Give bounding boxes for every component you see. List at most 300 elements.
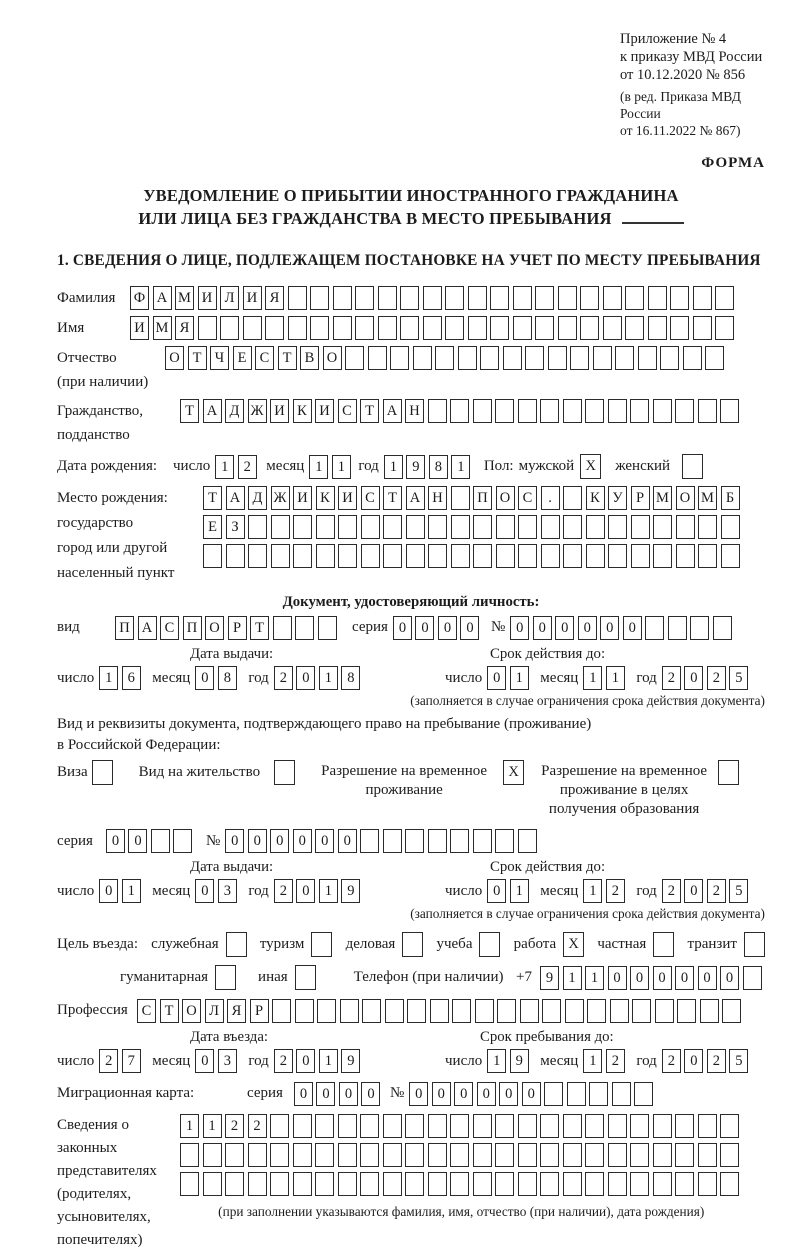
char-box: 2 (274, 666, 293, 690)
representatives-row3 (180, 1172, 743, 1196)
char-box: Е (233, 346, 252, 370)
char-box (495, 1172, 514, 1196)
entry-date-group (57, 1049, 445, 1073)
char-box (698, 515, 717, 539)
char-box (360, 1114, 379, 1138)
identity-doc-heading: Документ, удостоверяющий личность: (282, 594, 540, 610)
identity-dates-row (57, 666, 765, 690)
char-box: 0 (432, 1082, 451, 1106)
char-box: С (160, 616, 179, 640)
char-box (428, 1114, 447, 1138)
char-box: И (270, 399, 289, 423)
char-box: Б (721, 486, 740, 510)
char-box (360, 1172, 379, 1196)
char-box: 0 (522, 1082, 541, 1106)
residence-series-row (57, 829, 765, 853)
char-box: 2 (274, 879, 293, 903)
char-box (634, 1082, 653, 1106)
char-box: 0 (477, 1082, 496, 1106)
doc-number-label: № (490, 619, 506, 635)
purpose-official: служебная (151, 932, 247, 957)
char-box: 0 (487, 879, 506, 903)
char-box (383, 544, 402, 568)
char-box: Т (278, 346, 297, 370)
char-box (497, 999, 516, 1023)
char-box: 0 (294, 1082, 313, 1106)
char-box (451, 515, 470, 539)
char-box (630, 1114, 649, 1138)
char-box: Т (203, 486, 222, 510)
char-box (513, 316, 532, 340)
char-box (490, 286, 509, 310)
char-box (713, 616, 732, 640)
residence-doc-intro1: Вид и реквизиты документа, подтверждающего право на пребывание (проживание) (57, 716, 592, 732)
char-box (225, 1172, 244, 1196)
sex-male-label: мужской (518, 458, 575, 474)
issue-month-boxes (195, 879, 240, 903)
expiry-date-heading: Срок действия до: (490, 646, 606, 662)
char-box (451, 544, 470, 568)
month-label: месяц (266, 458, 305, 474)
char-box (293, 515, 312, 539)
char-box (272, 999, 291, 1023)
char-box: 1 (563, 966, 582, 990)
char-box (570, 346, 589, 370)
char-box (653, 1172, 672, 1196)
day-label: число (445, 1052, 483, 1069)
char-box: 1 (487, 1049, 506, 1073)
char-box: 0 (293, 829, 312, 853)
issue-day-boxes (99, 666, 144, 690)
char-box (653, 515, 672, 539)
temp-permit-label: Разрешение на временное проживание (321, 763, 488, 798)
purpose-humanitarian: гуманитарная (120, 965, 236, 990)
char-box (361, 515, 380, 539)
char-box (428, 1143, 447, 1167)
char-box (676, 544, 695, 568)
char-box: 9 (341, 1049, 360, 1073)
entry-purpose-label: Цель въезда: (57, 936, 138, 952)
doc-series-boxes (393, 616, 483, 640)
representatives-label: представителях (57, 1163, 157, 1179)
entry-purpose-row2 (57, 965, 765, 990)
char-box: К (293, 399, 312, 423)
residence-number-boxes (225, 829, 540, 853)
char-box (705, 346, 724, 370)
given-name-row (57, 316, 765, 341)
char-box: 0 (510, 616, 529, 640)
sex-female-label: женский (615, 458, 671, 474)
char-box: Т (383, 486, 402, 510)
char-box: 1 (583, 666, 602, 690)
char-box (452, 999, 471, 1023)
char-box: 1 (319, 1049, 338, 1073)
char-box: Е (203, 515, 222, 539)
mc-number-label: № (389, 1085, 405, 1101)
char-box (690, 616, 709, 640)
residence-series-boxes (106, 829, 196, 853)
char-box (248, 515, 267, 539)
char-box (338, 515, 357, 539)
char-box: 5 (729, 1049, 748, 1073)
char-box (360, 829, 379, 853)
char-box: С (338, 399, 357, 423)
char-box (518, 515, 537, 539)
char-box (458, 346, 477, 370)
day-label: число (445, 882, 483, 899)
title-underline (622, 210, 684, 224)
char-box (338, 1143, 357, 1167)
char-box (383, 1143, 402, 1167)
char-box: О (676, 486, 695, 510)
char-box (544, 1082, 563, 1106)
char-box (715, 286, 734, 310)
char-box (653, 1143, 672, 1167)
char-box (548, 346, 567, 370)
residence-doc-options (57, 760, 765, 819)
char-box: С (361, 486, 380, 510)
char-box: Т (180, 399, 199, 423)
representatives-row2 (180, 1143, 743, 1167)
char-box: 1 (585, 966, 604, 990)
purpose-other: иная (258, 965, 316, 990)
char-box (540, 399, 559, 423)
year-label: год (636, 669, 657, 686)
char-box: 0 (578, 616, 597, 640)
issue-date-group (57, 879, 445, 903)
form-title-line1: УВЕДОМЛЕНИЕ О ПРИБЫТИИ ИНОСТРАННОГО ГРАЖДАНИНА (143, 186, 679, 205)
char-box (385, 999, 404, 1023)
stay-month-boxes (583, 1049, 628, 1073)
stay-until-heading: Срок пребывания до: (480, 1029, 614, 1045)
char-box (625, 316, 644, 340)
char-box (315, 1143, 334, 1167)
sex-female-checkbox (682, 454, 703, 479)
residence-date-headings (57, 859, 765, 876)
char-box (653, 1114, 672, 1138)
birth-day-boxes (215, 455, 260, 479)
char-box (495, 1114, 514, 1138)
char-box (473, 829, 492, 853)
char-box: Ж (271, 486, 290, 510)
issue-date-heading: Дата выдачи: (190, 859, 274, 875)
char-box (587, 999, 606, 1023)
char-box: 1 (384, 455, 403, 479)
char-box: 0 (499, 1082, 518, 1106)
revision-line: (в ред. Приказа МВД России (620, 89, 741, 121)
representatives-label: Сведения о (57, 1117, 129, 1133)
char-box (693, 316, 712, 340)
char-box (625, 286, 644, 310)
char-box (580, 316, 599, 340)
char-box (563, 544, 582, 568)
char-box (362, 999, 381, 1023)
char-box (563, 515, 582, 539)
char-box (293, 544, 312, 568)
char-box (340, 999, 359, 1023)
char-box (310, 286, 329, 310)
char-box (698, 399, 717, 423)
char-box (450, 829, 469, 853)
issue-date-heading: Дата выдачи: (190, 646, 274, 662)
char-box: 0 (623, 616, 642, 640)
char-box: 1 (583, 879, 602, 903)
representatives-label: (родителях, (57, 1186, 132, 1202)
char-box: М (175, 286, 194, 310)
char-box: М (698, 486, 717, 510)
char-box (565, 999, 584, 1023)
char-box: 0 (653, 966, 672, 990)
edu-permit-label: Разрешение на временное проживание в целях получения образования (541, 763, 708, 817)
year-label: год (248, 669, 269, 686)
char-box (698, 1114, 717, 1138)
char-box: Ж (248, 399, 267, 423)
char-box (558, 286, 577, 310)
char-box (378, 286, 397, 310)
char-box: П (473, 486, 492, 510)
char-box: 1 (510, 666, 529, 690)
char-box (518, 399, 537, 423)
char-box: 1 (203, 1114, 222, 1138)
char-box (585, 1114, 604, 1138)
year-label: год (248, 882, 269, 899)
residence-doc-footnote: (заполняется в случае ограничения срока действия документа) (410, 906, 765, 921)
char-box: 0 (600, 616, 619, 640)
char-box (383, 1114, 402, 1138)
char-box (473, 1114, 492, 1138)
char-box (288, 286, 307, 310)
char-box: 0 (195, 1049, 214, 1073)
purpose-business-checkbox (402, 932, 423, 957)
char-box (693, 286, 712, 310)
char-box (151, 829, 170, 853)
char-box: Т (360, 399, 379, 423)
birth-place-label: государство (57, 515, 134, 531)
char-box (428, 829, 447, 853)
char-box: 7 (122, 1049, 141, 1073)
month-label: месяц (540, 669, 579, 686)
sex-male-checkbox: X (580, 454, 601, 479)
char-box: А (406, 486, 425, 510)
char-box (541, 544, 560, 568)
char-box: 0 (438, 616, 457, 640)
char-box: С (137, 999, 156, 1023)
char-box: 0 (225, 829, 244, 853)
char-box (473, 1172, 492, 1196)
purpose-study-checkbox (479, 932, 500, 957)
purpose-private-checkbox (653, 932, 674, 957)
migration-card-label: Миграционная карта: (57, 1085, 195, 1101)
birth-place-block (57, 486, 765, 586)
birth-place-row3 (203, 544, 743, 568)
char-box (480, 346, 499, 370)
mc-series-label: серия (247, 1085, 283, 1101)
char-box (405, 1114, 424, 1138)
char-box (355, 286, 374, 310)
char-box: 2 (274, 1049, 293, 1073)
char-box (450, 1114, 469, 1138)
char-box (390, 346, 409, 370)
char-box (518, 1172, 537, 1196)
char-box: . (541, 486, 560, 510)
residence-permit-checkbox (274, 760, 295, 785)
char-box: 0 (675, 966, 694, 990)
char-box: 0 (248, 829, 267, 853)
char-box: 2 (248, 1114, 267, 1138)
char-box: 9 (510, 1049, 529, 1073)
char-box (721, 515, 740, 539)
month-label: месяц (152, 882, 191, 899)
purpose-humanitarian-checkbox (215, 965, 236, 990)
char-box: 0 (296, 666, 315, 690)
char-box (655, 999, 674, 1023)
char-box (722, 999, 741, 1023)
char-box: А (203, 399, 222, 423)
appendix-line: от 10.12.2020 № 856 (620, 67, 746, 83)
expiry-year-boxes (662, 879, 752, 903)
char-box (243, 316, 262, 340)
char-box (475, 999, 494, 1023)
char-box: 2 (238, 455, 257, 479)
char-box (558, 316, 577, 340)
char-box (593, 346, 612, 370)
char-box (720, 399, 739, 423)
form-title-line2: ИЛИ ЛИЦА БЕЗ ГРАЖДАНСТВА В МЕСТО ПРЕБЫВАНИЯ (57, 207, 765, 230)
expiry-month-boxes (583, 879, 628, 903)
char-box (608, 544, 627, 568)
char-box: Р (250, 999, 269, 1023)
char-box: 9 (341, 879, 360, 903)
char-box (271, 515, 290, 539)
char-box (608, 1143, 627, 1167)
birth-year-boxes (384, 455, 474, 479)
char-box: 0 (316, 1082, 335, 1106)
char-box: Л (220, 286, 239, 310)
char-box: 0 (296, 879, 315, 903)
char-box (428, 1172, 447, 1196)
char-box (715, 316, 734, 340)
month-label: месяц (540, 882, 579, 899)
char-box: 0 (99, 879, 118, 903)
char-box: 1 (606, 666, 625, 690)
birth-place-labels (57, 486, 203, 586)
char-box (535, 316, 554, 340)
char-box (368, 346, 387, 370)
char-box (468, 316, 487, 340)
char-box: Ф (130, 286, 149, 310)
visa-label: Виза (57, 764, 88, 780)
char-box (400, 286, 419, 310)
char-box: 2 (99, 1049, 118, 1073)
char-box (383, 515, 402, 539)
char-box: Я (265, 286, 284, 310)
char-box: 2 (707, 666, 726, 690)
char-box (293, 1114, 312, 1138)
char-box (333, 316, 352, 340)
char-box (603, 286, 622, 310)
char-box (586, 515, 605, 539)
char-box: О (182, 999, 201, 1023)
char-box: 0 (555, 616, 574, 640)
expiry-date-group (445, 879, 752, 903)
char-box: 0 (361, 1082, 380, 1106)
char-box (580, 286, 599, 310)
char-box (473, 399, 492, 423)
char-box: 2 (606, 879, 625, 903)
char-box: 1 (99, 666, 118, 690)
char-box (435, 346, 454, 370)
char-box (615, 346, 634, 370)
char-box (670, 316, 689, 340)
char-box (293, 1143, 312, 1167)
char-box (405, 829, 424, 853)
char-box: 3 (218, 879, 237, 903)
identity-date-headings (57, 646, 765, 663)
year-label: год (248, 1052, 269, 1069)
purpose-work-checkbox: X (563, 932, 584, 957)
representatives-boxrows (180, 1114, 743, 1220)
char-box: 0 (454, 1082, 473, 1106)
year-label: год (636, 882, 657, 899)
representatives-label: законных (57, 1140, 118, 1156)
char-box (450, 399, 469, 423)
patronymic-boxes (165, 346, 728, 370)
char-box (542, 999, 561, 1023)
char-box (360, 1143, 379, 1167)
char-box (473, 515, 492, 539)
char-box: П (115, 616, 134, 640)
char-box: 0 (720, 966, 739, 990)
char-box: 8 (341, 666, 360, 690)
char-box (743, 966, 762, 990)
profession-boxes (137, 999, 745, 1023)
char-box (540, 1143, 559, 1167)
entry-purpose-row (57, 932, 765, 957)
char-box (645, 616, 664, 640)
char-box (677, 999, 696, 1023)
day-label: число (57, 1052, 95, 1069)
phone-label: Телефон (при наличии) (353, 969, 504, 985)
char-box (468, 286, 487, 310)
mc-series-boxes (294, 1082, 384, 1106)
char-box (203, 544, 222, 568)
phone-boxes (540, 966, 765, 990)
sex-label: Пол: (483, 458, 514, 474)
char-box (203, 1143, 222, 1167)
char-box: 2 (662, 1049, 681, 1073)
patronymic-label: Отчество (при наличии) (57, 346, 165, 394)
expiry-date-group (445, 666, 752, 690)
char-box: 1 (451, 455, 470, 479)
day-label: число (57, 882, 95, 899)
char-box: Т (160, 999, 179, 1023)
char-box (563, 399, 582, 423)
char-box: С (255, 346, 274, 370)
mc-number-boxes (409, 1082, 657, 1106)
expiry-date-heading: Срок действия до: (490, 859, 606, 875)
char-box: 1 (319, 879, 338, 903)
char-box: 0 (415, 616, 434, 640)
char-box (316, 544, 335, 568)
char-box: А (138, 616, 157, 640)
char-box (638, 346, 657, 370)
char-box: 0 (684, 666, 703, 690)
char-box: 0 (296, 1049, 315, 1073)
char-box (540, 1172, 559, 1196)
issue-year-boxes (274, 879, 364, 903)
appendix-line: Приложение № 4 (620, 31, 727, 47)
char-box: 0 (409, 1082, 428, 1106)
